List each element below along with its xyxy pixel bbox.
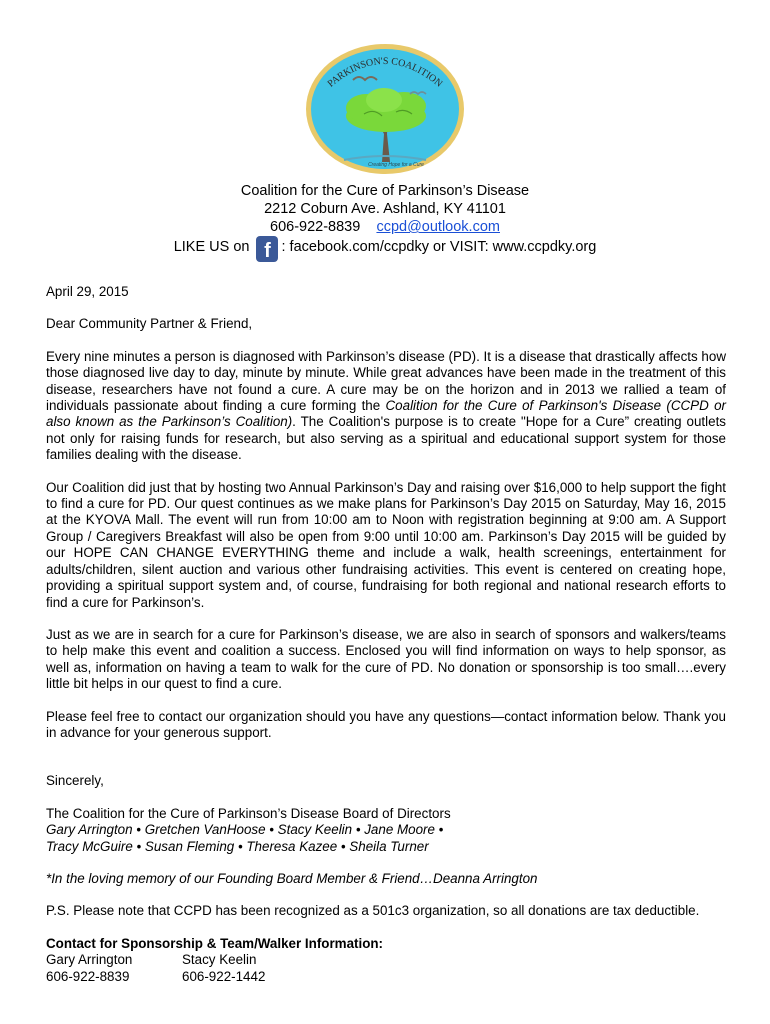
like-us-line [0, 236, 770, 262]
logo-title: PARKINSON'S COALITION [325, 55, 445, 90]
letter-date: April 29, 2015 [46, 284, 129, 299]
like-us-label: LIKE US on [173, 239, 250, 255]
board-line-2: Tracy McGuire • Susan Fleming • Theresa Kazee • Sheila Turner [46, 838, 429, 854]
facebook-icon[interactable]: f [256, 236, 278, 262]
memory-note: *In the loving memory of our Founding Board Member & Friend…Deanna Arrington [46, 870, 538, 886]
paragraph-4: Please feel free to contact our organization should you have any questions—contact information below. Thank you in advance for your generous support. [46, 708, 726, 740]
logo-tagline: Creating Hope for a Cure [368, 162, 424, 168]
contact-name: Stacy Keelin [182, 952, 257, 968]
org-address: 2212 Coburn Ave. Ashland, KY 41101 [264, 201, 506, 217]
org-contact-line [0, 218, 770, 236]
contact-list [46, 952, 726, 985]
paragraph-2: Our Coalition did just that by hosting two Annual Parkinson’s Day and raising over $16,000 to help support the fight to find a cure for PD. Our quest continues as we make plans for Parkinson’s Day 2015 on Saturday, May 16, 2015 at the KYOVA Mall. The event will run from 10:00 am to Noon with registration beginning at 9:00 am. A Support Group / Caregivers Breakfast will also be open from 9:00 until 10:00 am. Parkinson’s Day 2015 will be guided by our HOPE CAN CHANGE EVERYTHING theme and include a walk, health screenings, entertainment for adults/children, silent auction and various other fundraising activities. This event is centered on creating hope, providing a spiritual support system and, of course, fundraising for both regional and national research efforts to find a cure for Parkinson’s. [46, 479, 726, 610]
ps-note: P.S. Please note that CCPD has been recognized as a 501c3 organization, so all donations are tax deductible. [46, 903, 700, 919]
org-phone: 606-922-8839 [270, 219, 361, 235]
paragraph-3: Just as we are in search for a cure for Parkinson’s disease, we are also in search of sponsors and walkers/teams to help make this event and coalition a success. Enclosed you will find information on ways to help sponsor, as well as, information on having a team to walk for the cure of PD. No donation or sponsorship is too small….every little bit helps in our quest to find a cure. [46, 626, 726, 692]
contact-block [46, 936, 726, 985]
closing: Sincerely, [46, 773, 104, 789]
social-links: : facebook.com/ccpdky or VISIT: www.ccpdky.org [281, 239, 597, 255]
board-title: The Coalition for the Cure of Parkinson’s Disease Board of Directors [46, 805, 451, 821]
contact-name: Gary Arrington [46, 952, 133, 968]
letter-body [46, 284, 726, 985]
contact-phone: 606-922-8839 [46, 968, 130, 984]
contact-heading: Contact for Sponsorship & Team/Walker Information: [46, 935, 384, 951]
board-line-1: Gary Arrington • Gretchen VanHoose • Stacy Keelin • Jane Moore • [46, 822, 444, 838]
email-link[interactable]: ccpd@outlook.com [376, 219, 500, 235]
contact-card [182, 952, 318, 985]
parkinsons-coalition-logo [304, 42, 466, 176]
contact-phone: 606-922-1442 [182, 968, 266, 984]
org-name: Coalition for the Cure of Parkinson’s Disease [240, 183, 530, 199]
board-block [46, 806, 726, 855]
contact-card [46, 952, 182, 985]
letter-greeting: Dear Community Partner & Friend, [46, 316, 253, 332]
paragraph-1: Every nine minutes a person is diagnosed with Parkinson’s disease (PD). It is a disease that drastically affects how those diagnosed live day to day, minute by minute. While great advances have been made in the treatment of this disease, researchers have not found a cure. A cure may be on the horizon and in 2013 we rallied a team of individuals passionate about finding a cure forming the Coalition for the Cure of Parkinson's Disease (CCPD or also known as the Parkinson’s Coalition). The Coalition's purpose is to create "Hope for a Cure” creating outlets not only for raising funds for research, but also serving as a spiritual and educational support system for those families dealing with the disease. [46, 348, 726, 463]
